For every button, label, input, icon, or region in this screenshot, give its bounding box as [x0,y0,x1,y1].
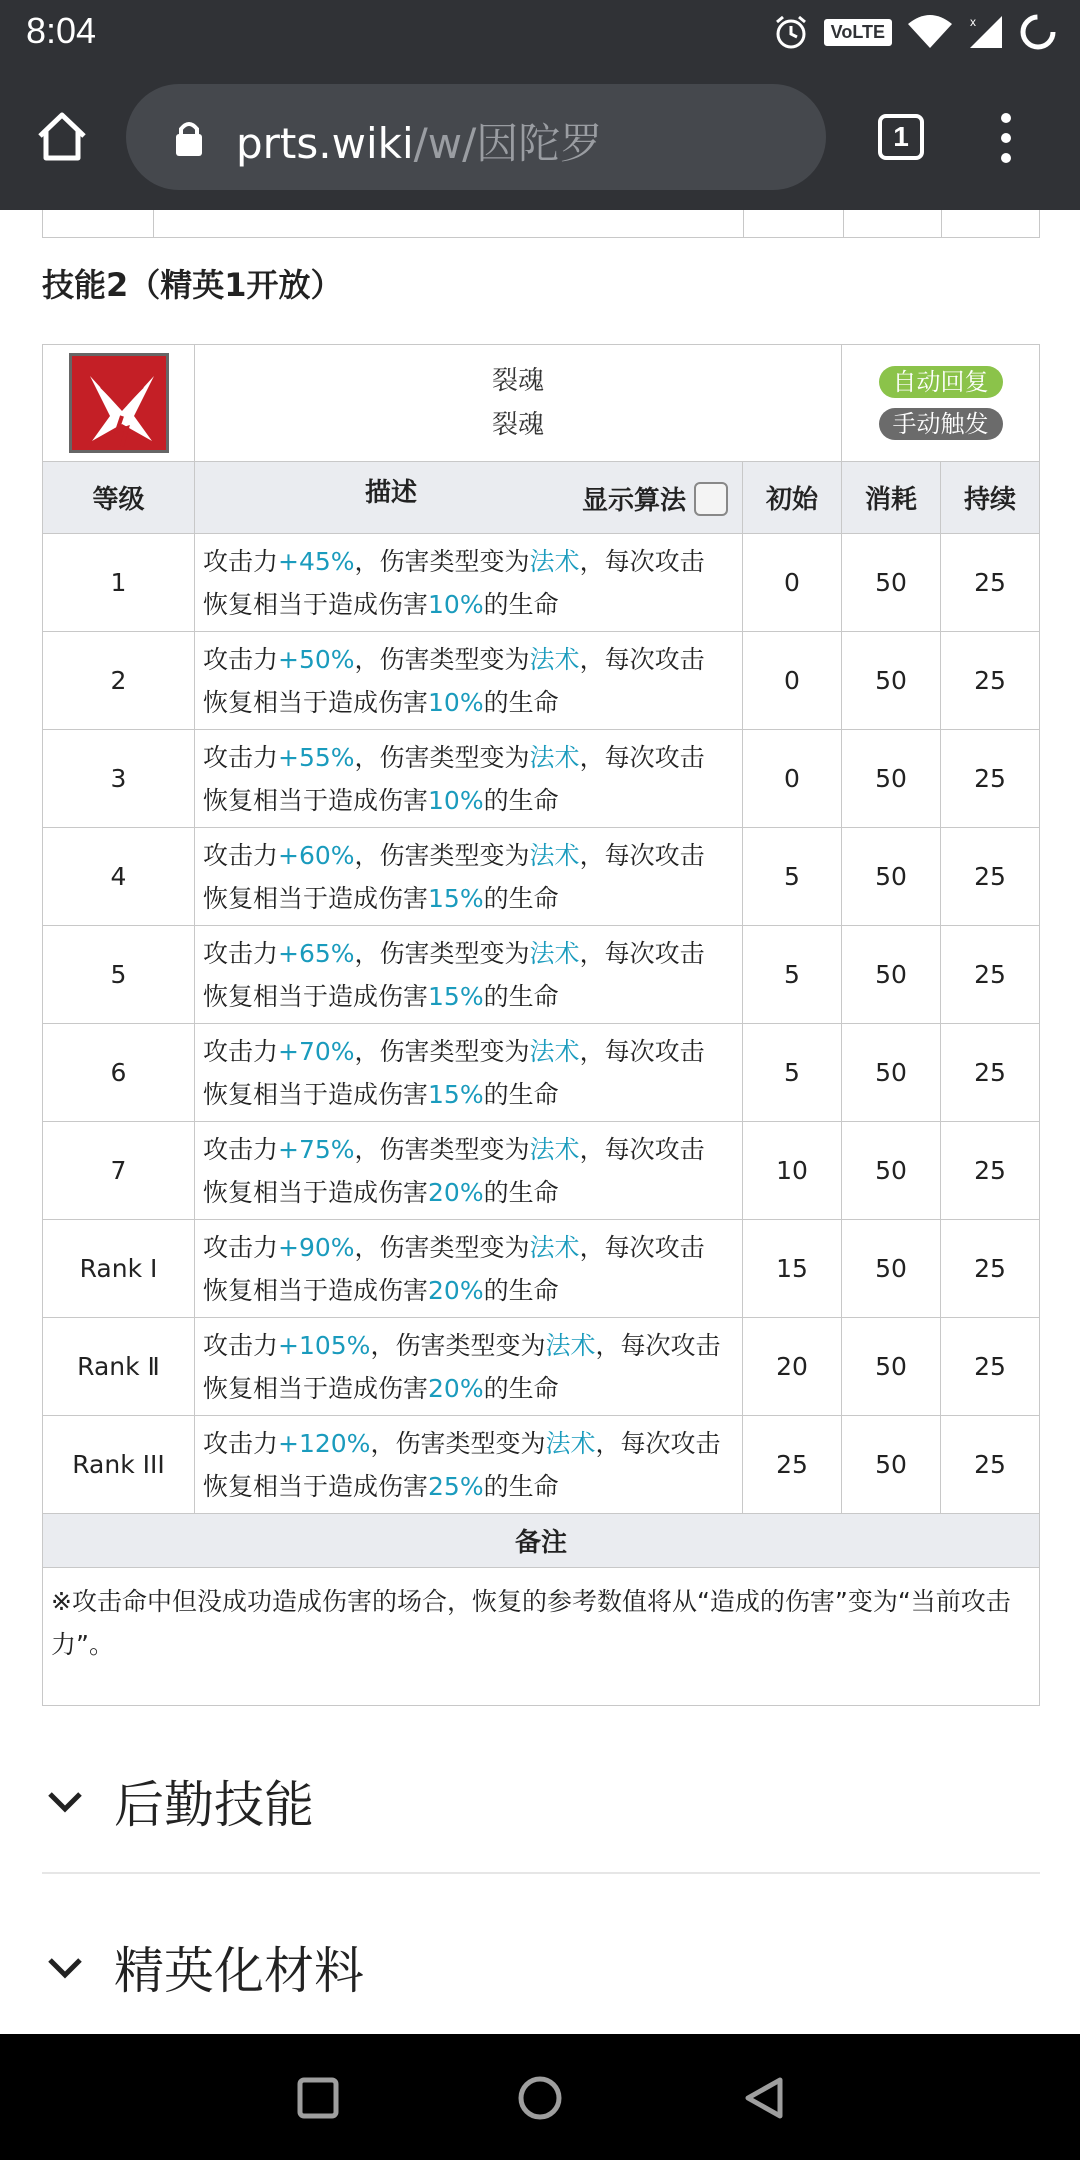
desc-mid: ，伤害类型变为 [354,1232,530,1262]
desc-arts: 法术 [529,644,580,674]
desc-atk-label: 攻击力 [203,1036,279,1066]
section-elite-label: 精英化材料 [114,1942,364,2000]
desc-heal-value: 10% [428,785,484,815]
sp-cost-cell: 50 [842,730,941,828]
initial-sp-cell: 15 [743,1220,842,1318]
duration-cell: 25 [941,632,1040,730]
recents-icon[interactable] [296,2076,340,2120]
desc-heal-value: 10% [428,687,484,717]
status-icons [772,12,1058,52]
desc-line2: 恢复相当于造成伤害 [203,687,429,717]
desc-arts: 法术 [529,546,580,576]
desc-line2: 恢复相当于造成伤害 [203,589,429,619]
skill-header-row [43,345,1040,462]
sp-cost-cell: 50 [842,926,941,1024]
desc-atk-value: +50% [278,644,355,674]
desc-atk-label: 攻击力 [203,1428,279,1458]
col-cost: 消耗 [842,462,941,534]
duration-cell: 25 [941,534,1040,632]
desc-line2-end: 的生命 [483,785,559,815]
desc-heal-value: 10% [428,589,484,619]
duration-cell: 25 [941,926,1040,1024]
desc-line2-end: 的生命 [483,687,559,717]
section-logistics-label: 后勤技能 [114,1776,314,1834]
desc-arts: 法术 [529,840,580,870]
level-rows [43,534,1040,1514]
level-cell: Rank Ⅰ [43,1220,195,1318]
desc-atk-label: 攻击力 [203,938,279,968]
section-title: 技能2（精英1开放） [42,266,343,304]
sp-cost-cell: 50 [842,1122,941,1220]
note-body-row [43,1568,1040,1706]
desc-heal-value: 25% [428,1471,484,1501]
description-cell [195,730,743,828]
desc-mid: ，伤害类型变为 [370,1330,546,1360]
desc-arts: 法术 [529,1232,580,1262]
page-content [0,210,1080,2034]
signal-icon [968,14,1004,50]
initial-sp-cell: 0 [743,534,842,632]
table-row [43,1416,1040,1514]
sp-cost-cell: 50 [842,1024,941,1122]
col-duration: 持续 [941,462,1040,534]
duration-cell: 25 [941,1416,1040,1514]
desc-line2: 恢复相当于造成伤害 [203,981,429,1011]
url-host: prts.wiki [236,119,414,168]
skill-icon-cell [43,345,195,462]
section-divider [42,1872,1040,1874]
initial-sp-cell: 0 [743,730,842,828]
note-header-row [43,1514,1040,1568]
url-path: /w/因陀罗 [413,119,603,168]
table-row [43,1024,1040,1122]
initial-sp-cell: 5 [743,926,842,1024]
desc-heal-value: 15% [428,883,484,913]
level-cell: 2 [43,632,195,730]
initial-sp-cell: 0 [743,632,842,730]
desc-tail: ，每次攻击 [579,644,705,674]
desc-atk-value: +55% [278,742,355,772]
wifi-icon [906,14,954,50]
loading-icon [1018,12,1058,52]
sp-cost-cell: 50 [842,1416,941,1514]
desc-mid: ，伤害类型变为 [354,938,530,968]
desc-heal-value: 20% [428,1177,484,1207]
level-cell: 7 [43,1122,195,1220]
desc-mid: ，伤害类型变为 [354,1036,530,1066]
table-row [43,1220,1040,1318]
desc-atk-label: 攻击力 [203,644,279,674]
duration-cell: 25 [941,828,1040,926]
desc-line2-end: 的生命 [483,1275,559,1305]
sp-cost-cell: 50 [842,632,941,730]
table-row [43,1318,1040,1416]
skill-name-cell [195,345,842,462]
desc-line2: 恢复相当于造成伤害 [203,1275,429,1305]
section-elite-materials[interactable] [42,1912,1040,2022]
desc-heal-value: 15% [428,981,484,1011]
overflow-menu-icon[interactable] [994,110,1018,166]
level-cell: Rank Ⅱ [43,1318,195,1416]
note-text: ※攻击命中但没成功造成伤害的场合，恢复的参考数值将从“造成的伤害”变为“当前攻击力”。 [43,1568,1040,1706]
desc-arts: 法术 [529,1036,580,1066]
initial-sp-cell: 25 [743,1416,842,1514]
desc-tail: ，每次攻击 [595,1330,721,1360]
desc-atk-value: +70% [278,1036,355,1066]
show-formula-toggle[interactable] [582,480,728,517]
desc-mid: ，伤害类型变为 [354,742,530,772]
level-cell: 5 [43,926,195,1024]
skill-icon [69,353,169,453]
duration-cell: 25 [941,1220,1040,1318]
desc-arts: 法术 [529,1134,580,1164]
level-cell: 4 [43,828,195,926]
svg-text:x: x [970,15,976,29]
status-bar [0,0,1080,62]
desc-line2: 恢复相当于造成伤害 [203,1177,429,1207]
desc-line2: 恢复相当于造成伤害 [203,883,429,913]
duration-cell: 25 [941,1024,1040,1122]
level-cell: 1 [43,534,195,632]
desc-arts: 法术 [529,742,580,772]
level-cell: 6 [43,1024,195,1122]
description-cell [195,632,743,730]
desc-line2-end: 的生命 [483,589,559,619]
description-cell [195,1416,743,1514]
table-row [43,632,1040,730]
chevron-down-icon [42,1778,88,1824]
tag-auto-recovery: 自动回复 [879,366,1003,398]
col-initial: 初始 [743,462,842,534]
desc-arts: 法术 [545,1428,596,1458]
volte-icon: VoLTE [824,19,892,46]
desc-atk-label: 攻击力 [203,742,279,772]
skill-table [42,344,1040,1706]
desc-mid: ，伤害类型变为 [354,840,530,870]
desc-heal-value: 20% [428,1373,484,1403]
duration-cell: 25 [941,730,1040,828]
table-row [43,926,1040,1024]
sp-cost-cell: 50 [842,1220,941,1318]
lock-icon [174,118,204,158]
status-time: 8:04 [26,10,97,51]
initial-sp-cell: 5 [743,1024,842,1122]
col-description [195,462,743,534]
column-header-row [43,462,1040,534]
desc-heal-value: 20% [428,1275,484,1305]
desc-tail: ，每次攻击 [579,1036,705,1066]
description-cell [195,1318,743,1416]
back-icon[interactable] [740,2074,786,2122]
desc-line2-end: 的生命 [483,1079,559,1109]
desc-mid: ，伤害类型变为 [370,1428,546,1458]
desc-tail: ，每次攻击 [579,840,705,870]
skill-name-alt: 裂魂 [491,410,544,440]
section-logistics-skills[interactable] [42,1746,1040,1856]
system-nav-bar [0,2034,1080,2160]
desc-arts: 法术 [529,938,580,968]
skill-tags-cell [842,345,1040,462]
description-cell [195,1024,743,1122]
browser-toolbar [0,62,1080,210]
desc-tail: ，每次攻击 [595,1428,721,1458]
duration-cell: 25 [941,1122,1040,1220]
desc-tail: ，每次攻击 [579,1232,705,1262]
desc-atk-value: +90% [278,1232,355,1262]
col-description-label: 描述 [365,478,418,508]
desc-atk-value: +105% [278,1330,371,1360]
desc-atk-value: +75% [278,1134,355,1164]
duration-cell: 25 [941,1318,1040,1416]
desc-tail: ，每次攻击 [579,1134,705,1164]
show-formula-checkbox[interactable] [694,482,728,516]
tag-manual-trigger: 手动触发 [879,408,1003,440]
description-cell [195,1220,743,1318]
desc-tail: ，每次攻击 [579,938,705,968]
desc-tail: ，每次攻击 [579,742,705,772]
initial-sp-cell: 20 [743,1318,842,1416]
table-row [43,828,1040,926]
desc-line2: 恢复相当于造成伤害 [203,785,429,815]
note-title: 备注 [43,1514,1040,1568]
description-cell [195,828,743,926]
sp-cost-cell: 50 [842,534,941,632]
show-formula-label: 显示算法 [581,486,686,516]
desc-line2-end: 的生命 [483,1471,559,1501]
initial-sp-cell: 10 [743,1122,842,1220]
description-cell [195,534,743,632]
desc-line2: 恢复相当于造成伤害 [203,1373,429,1403]
level-cell: Rank III [43,1416,195,1514]
desc-atk-value: +120% [278,1428,371,1458]
desc-atk-label: 攻击力 [203,1330,279,1360]
description-cell [195,1122,743,1220]
desc-mid: ，伤害类型变为 [354,1134,530,1164]
table-row [43,1122,1040,1220]
desc-arts: 法术 [545,1330,596,1360]
home-icon[interactable] [34,108,90,164]
desc-atk-value: +60% [278,840,355,870]
desc-line2-end: 的生命 [483,1177,559,1207]
desc-line2: 恢复相当于造成伤害 [203,1471,429,1501]
url-text [236,111,602,171]
desc-atk-value: +45% [278,546,355,576]
sp-cost-cell: 50 [842,828,941,926]
desc-tail: ，每次攻击 [579,546,705,576]
previous-table-fragment [42,210,1040,238]
table-row [43,534,1040,632]
desc-atk-label: 攻击力 [203,1232,279,1262]
chevron-down-icon [42,1944,88,1990]
table-row [43,730,1040,828]
desc-line2: 恢复相当于造成伤害 [203,1079,429,1109]
desc-line2-end: 的生命 [483,1373,559,1403]
claw-icon [72,356,169,453]
sp-cost-cell: 50 [842,1318,941,1416]
desc-atk-label: 攻击力 [203,546,279,576]
desc-atk-label: 攻击力 [203,840,279,870]
url-bar[interactable] [126,84,826,190]
desc-line2-end: 的生命 [483,981,559,1011]
alarm-icon [772,13,810,51]
desc-mid: ，伤害类型变为 [354,546,530,576]
initial-sp-cell: 5 [743,828,842,926]
desc-atk-value: +65% [278,938,355,968]
desc-atk-label: 攻击力 [203,1134,279,1164]
desc-mid: ，伤害类型变为 [354,644,530,674]
desc-line2-end: 的生命 [483,883,559,913]
level-cell: 3 [43,730,195,828]
tab-switcher-button[interactable]: 1 [878,114,924,160]
col-level: 等级 [43,462,195,534]
home-nav-icon[interactable] [516,2074,564,2122]
desc-heal-value: 15% [428,1079,484,1109]
skill-name-zh: 裂魂 [491,366,544,396]
description-cell [195,926,743,1024]
